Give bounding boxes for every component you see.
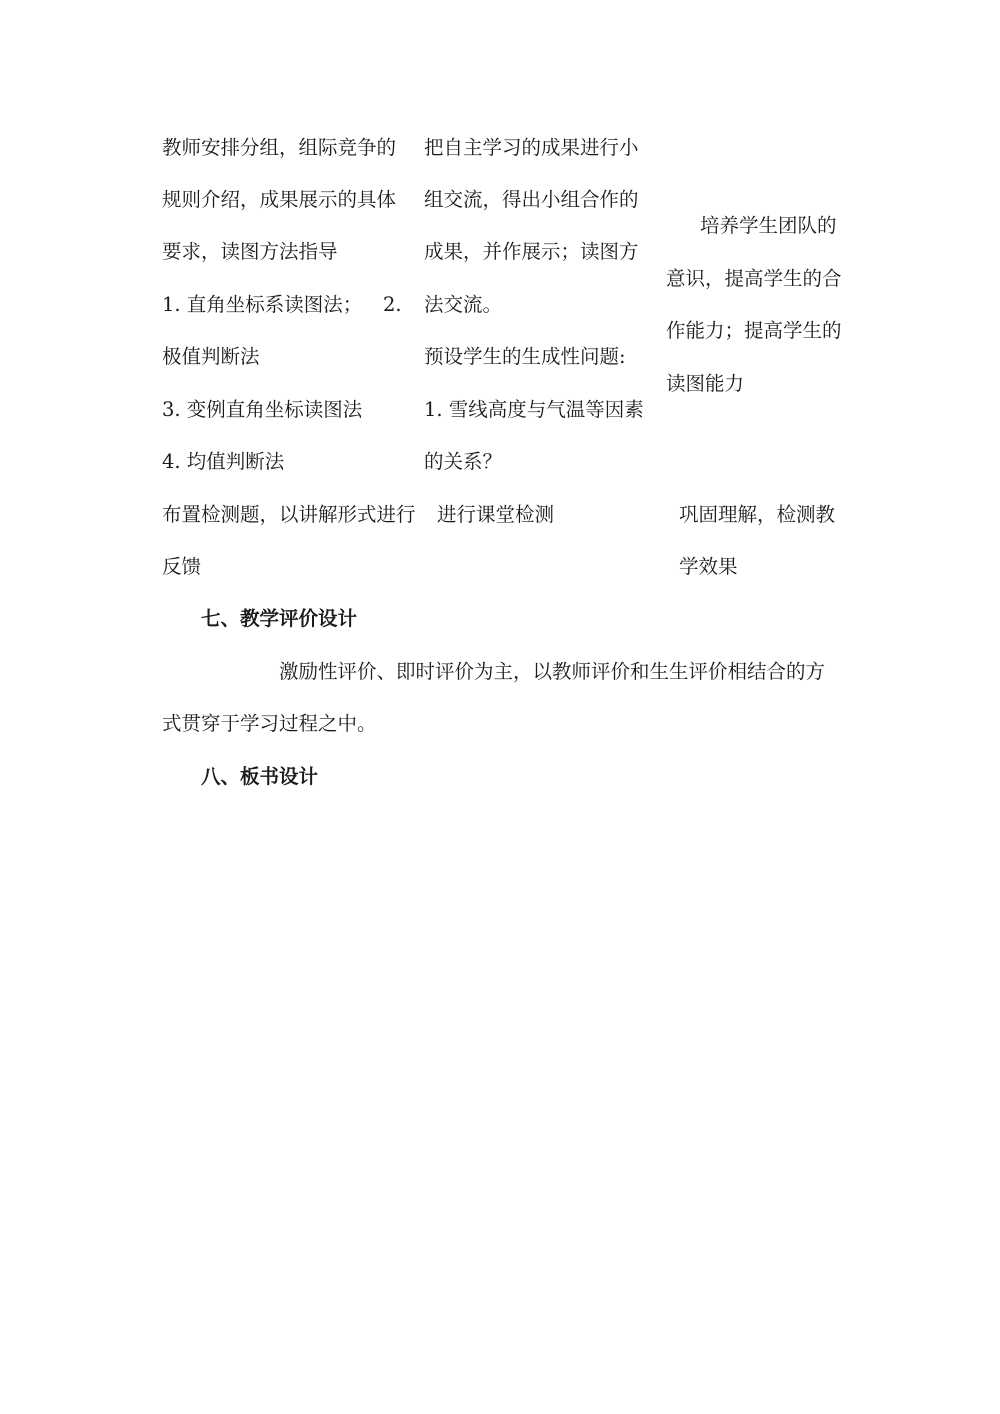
teacher-activity-line: 布置检测题，以讲解形式进行	[162, 503, 416, 526]
student-activity-line: 1. 雪线高度与气温等因素	[424, 398, 644, 421]
student-activity-line: 法交流。	[424, 293, 503, 316]
design-intent-line: 巩固理解，检测教	[679, 503, 836, 526]
section-heading: 七、教学评价设计	[201, 607, 358, 630]
design-intent-line: 意识，提高学生的合	[666, 267, 842, 290]
teacher-activity-line: 极值判断法	[162, 345, 260, 368]
teacher-activity-line: 4. 均值判断法	[162, 450, 285, 473]
teacher-activity-line: 3. 变例直角坐标读图法	[162, 398, 363, 421]
student-activity-line: 把自主学习的成果进行小	[424, 136, 639, 159]
teacher-activity-line: 教师安排分组，组际竞争的	[162, 136, 397, 159]
design-intent-line: 作能力；提高学生的	[666, 319, 842, 342]
student-activity-line: 的关系？	[424, 450, 503, 473]
paragraph-line: 式贯穿于学习过程之中。	[162, 712, 377, 735]
design-intent-line: 学效果	[679, 555, 738, 578]
design-intent-line: 培养学生团队的	[700, 214, 837, 237]
student-activity-line: 预设学生的生成性问题:	[424, 345, 626, 368]
student-activity-line: 成果，并作展示；读图方	[424, 240, 639, 263]
student-activity-line: 组交流，得出小组合作的	[424, 188, 639, 211]
paragraph-line: 激励性评价、即时评价为主，以教师评价和生生评价相结合的方	[279, 660, 826, 683]
student-activity-line: 进行课堂检测	[437, 503, 555, 526]
teacher-activity-line: 要求，读图方法指导	[162, 240, 338, 263]
teacher-activity-line: 反馈	[162, 555, 202, 578]
teacher-activity-line: 1. 直角坐标系读图法；	[162, 293, 363, 316]
teacher-activity-line: 2.	[383, 293, 402, 316]
section-heading: 八、板书设计	[201, 765, 319, 788]
teacher-activity-line: 规则介绍，成果展示的具体	[162, 188, 397, 211]
design-intent-line: 读图能力	[666, 372, 745, 395]
